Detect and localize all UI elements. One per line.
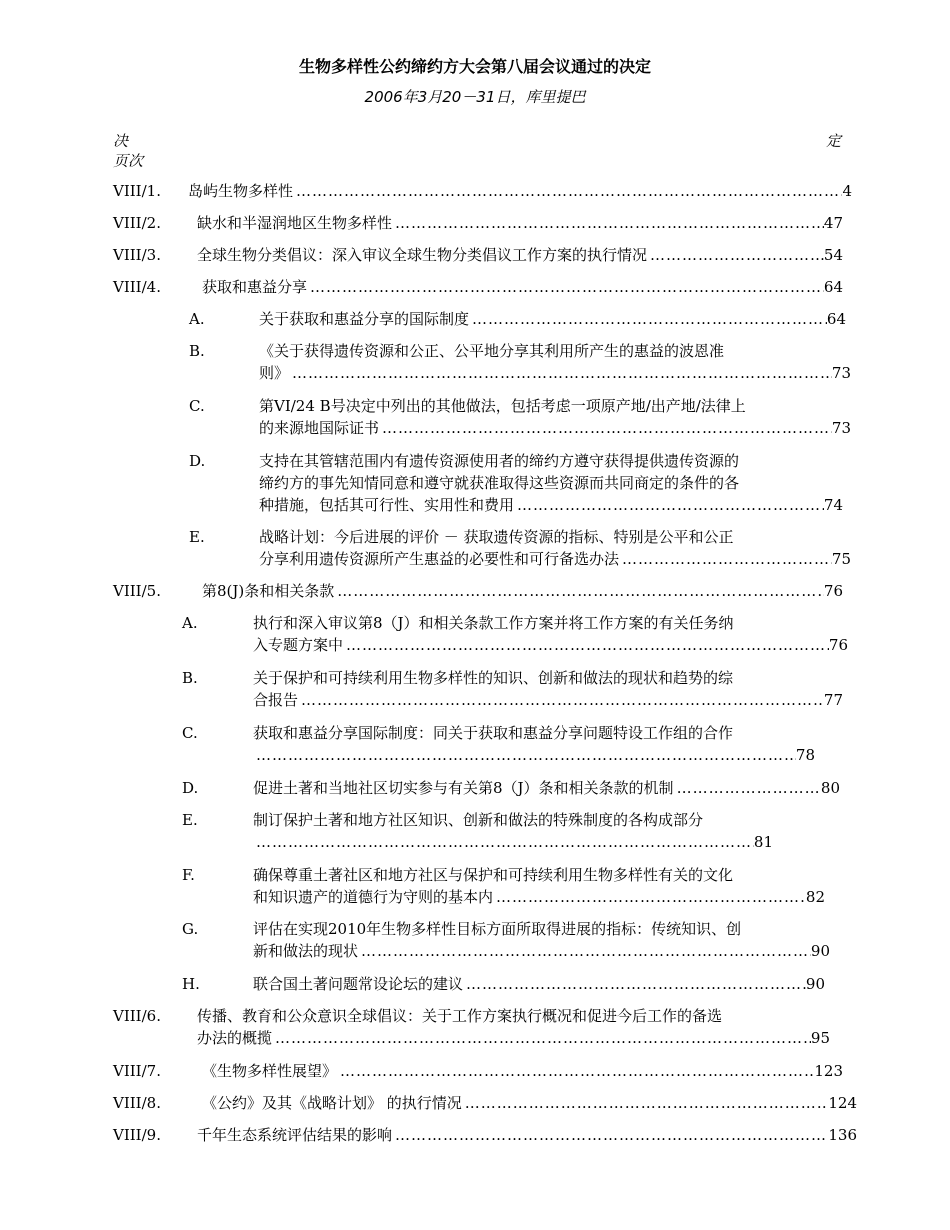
leader-dots bbox=[462, 1093, 829, 1113]
page-number: 80 bbox=[820, 779, 840, 797]
section-letter: F. bbox=[182, 866, 195, 884]
leader-dots bbox=[343, 635, 829, 655]
leader-dots bbox=[493, 887, 806, 907]
page-number: 64 bbox=[823, 278, 843, 296]
section-letter: E. bbox=[182, 811, 198, 829]
entry-title-line: 缔约方的事先知情同意和遵守就获准取得这些资源而共同商定的条件的各 bbox=[259, 474, 740, 492]
entry-title: 《公约》及其《战略计划》 的执行情况 bbox=[202, 1094, 462, 1112]
page-number: 77 bbox=[823, 691, 843, 709]
page-number: 136 bbox=[828, 1126, 857, 1144]
leader-dots bbox=[469, 309, 827, 329]
page-number: 4 bbox=[842, 182, 852, 200]
leader-dots bbox=[253, 745, 796, 765]
entry-title: 的来源地国际证书 bbox=[259, 419, 380, 437]
page-number: 90 bbox=[810, 942, 830, 960]
leader-dots bbox=[379, 418, 832, 438]
leader-dots bbox=[463, 974, 806, 994]
section-letter: D. bbox=[189, 452, 206, 470]
page-number: 75 bbox=[831, 550, 851, 568]
leader-dots bbox=[334, 581, 824, 601]
section-letter: B. bbox=[182, 669, 198, 687]
page-subtitle: 2006年3月20－31日，库里提巴 bbox=[364, 88, 586, 106]
entry-title: 促进土著和当地社区切实参与有关第8（J）条和相关条款的机制 bbox=[253, 779, 674, 797]
entry-title: 关于获取和惠益分享的国际制度 bbox=[259, 310, 470, 328]
decision-number: VIII/7. bbox=[113, 1062, 161, 1080]
page-number: 78 bbox=[795, 746, 815, 764]
leader-dots bbox=[514, 495, 824, 515]
decision-number: VIII/9. bbox=[113, 1126, 161, 1144]
section-letter: C. bbox=[182, 724, 198, 742]
decision-number: VIII/1. bbox=[113, 182, 161, 200]
entry-title-line: 制订保护土著和地方社区知识、创新和做法的特殊制度的各构成部分 bbox=[253, 811, 704, 829]
entry-title: 千年生态系统评估结果的影响 bbox=[197, 1126, 393, 1144]
entry-title: 缺水和半湿润地区生物多样性 bbox=[197, 214, 393, 232]
entry-title-line: 传播、教育和公众意识全球倡议：关于工作方案执行概况和促进今后工作的备选 bbox=[197, 1007, 723, 1025]
leader-dots bbox=[392, 1125, 828, 1145]
page-number: 124 bbox=[828, 1094, 857, 1112]
entry-title: 办法的概揽 bbox=[197, 1029, 273, 1047]
entry-title: 合报告 bbox=[253, 691, 299, 709]
leader-dots bbox=[289, 363, 832, 383]
entry-title-line: 第VI/24 B号决定中列出的其他做法，包括考虑一项原产地/出产地/法律上 bbox=[259, 397, 746, 415]
section-letter: A. bbox=[189, 310, 205, 328]
page-number: 81 bbox=[753, 833, 773, 851]
entry-title: 种措施，包括其可行性、实用性和费用 bbox=[259, 496, 515, 514]
entry-title-line: 确保尊重土著社区和地方社区与保护和可持续利用生物多样性有关的文化 bbox=[253, 866, 734, 884]
entry-title: 获取和惠益分享 bbox=[202, 278, 308, 296]
entry-title-line: 执行和深入审议第8（J）和相关条款工作方案并将工作方案的有关任务纳 bbox=[253, 614, 734, 632]
column-header-decision: 决 bbox=[113, 132, 129, 150]
decision-number: VIII/2. bbox=[113, 214, 161, 232]
leader-dots bbox=[253, 832, 754, 852]
leader-dots bbox=[337, 1061, 814, 1081]
page-number: 123 bbox=[814, 1062, 843, 1080]
decision-number: VIII/3. bbox=[113, 246, 161, 264]
entry-title: 分享利用遗传资源所产生惠益的必要性和可行备选办法 bbox=[259, 550, 620, 568]
entry-title: 《生物多样性展望》 bbox=[202, 1062, 338, 1080]
decision-number: VIII/6. bbox=[113, 1007, 161, 1025]
leader-dots bbox=[298, 690, 824, 710]
leader-dots bbox=[293, 181, 842, 201]
page-number: 74 bbox=[823, 496, 843, 514]
page-number: 76 bbox=[828, 636, 848, 654]
section-letter: B. bbox=[189, 342, 205, 360]
section-letter: E. bbox=[189, 528, 205, 546]
section-letter: D. bbox=[182, 779, 199, 797]
entry-title-line: 获取和惠益分享国际制度：同关于获取和惠益分享问题特设工作组的合作 bbox=[253, 724, 734, 742]
decision-number: VIII/8. bbox=[113, 1094, 161, 1112]
page-number: 47 bbox=[823, 214, 843, 232]
entry-title-line: 评估在实现2010年生物多样性目标方面所取得进展的指标：传统知识、创 bbox=[253, 920, 742, 938]
page-number: 73 bbox=[831, 419, 851, 437]
entry-title-line: 支持在其管辖范围内有遗传资源使用者的缔约方遵守获得提供遗传资源的 bbox=[259, 452, 740, 470]
entry-title-line: 战略计划：今后进展的评价 － 获取遗传资源的指标、特别是公平和公正 bbox=[259, 528, 734, 546]
entry-title: 第8(J)条和相关条款 bbox=[202, 582, 335, 600]
decision-number: VIII/5. bbox=[113, 582, 161, 600]
page-number: 64 bbox=[826, 310, 846, 328]
entry-title: 新和做法的现状 bbox=[253, 942, 359, 960]
page-number: 73 bbox=[831, 364, 851, 382]
leader-dots bbox=[619, 549, 832, 569]
section-letter: A. bbox=[182, 614, 198, 632]
section-letter: H. bbox=[182, 975, 200, 993]
entry-title: 岛屿生物多样性 bbox=[188, 182, 294, 200]
entry-title: 全球生物分类倡议：深入审议全球生物分类倡议工作方案的执行情况 bbox=[197, 246, 648, 264]
page-number: 90 bbox=[805, 975, 825, 993]
entry-title-line: 《关于获得遗传资源和公正、公平地分享其利用所产生的惠益的波恩准 bbox=[259, 342, 725, 360]
page-number: 76 bbox=[823, 582, 843, 600]
entry-title: 则》 bbox=[259, 364, 290, 382]
page-number: 95 bbox=[810, 1029, 830, 1047]
page-title: 生物多样性公约缔约方大会第八届会议通过的决定 bbox=[298, 57, 651, 76]
page-number: 54 bbox=[823, 246, 843, 264]
section-letter: G. bbox=[182, 920, 199, 938]
entry-title: 和知识遗产的道德行为守则的基本内 bbox=[253, 888, 494, 906]
leader-dots bbox=[674, 778, 821, 798]
entry-title: 入专题方案中 bbox=[253, 636, 344, 654]
decision-number: VIII/4. bbox=[113, 278, 161, 296]
column-header-decision-right: 定 bbox=[826, 132, 842, 150]
leader-dots bbox=[392, 213, 824, 233]
entry-title-line: 关于保护和可持续利用生物多样性的知识、创新和做法的现状和趋势的综 bbox=[253, 669, 734, 687]
leader-dots bbox=[358, 941, 811, 961]
entry-title: 联合国土著问题常设论坛的建议 bbox=[253, 975, 464, 993]
column-header-page: 页次 bbox=[113, 152, 144, 170]
leader-dots bbox=[272, 1028, 811, 1048]
leader-dots bbox=[307, 277, 824, 297]
page-number: 82 bbox=[805, 888, 825, 906]
leader-dots bbox=[647, 245, 824, 265]
section-letter: C. bbox=[189, 397, 205, 415]
